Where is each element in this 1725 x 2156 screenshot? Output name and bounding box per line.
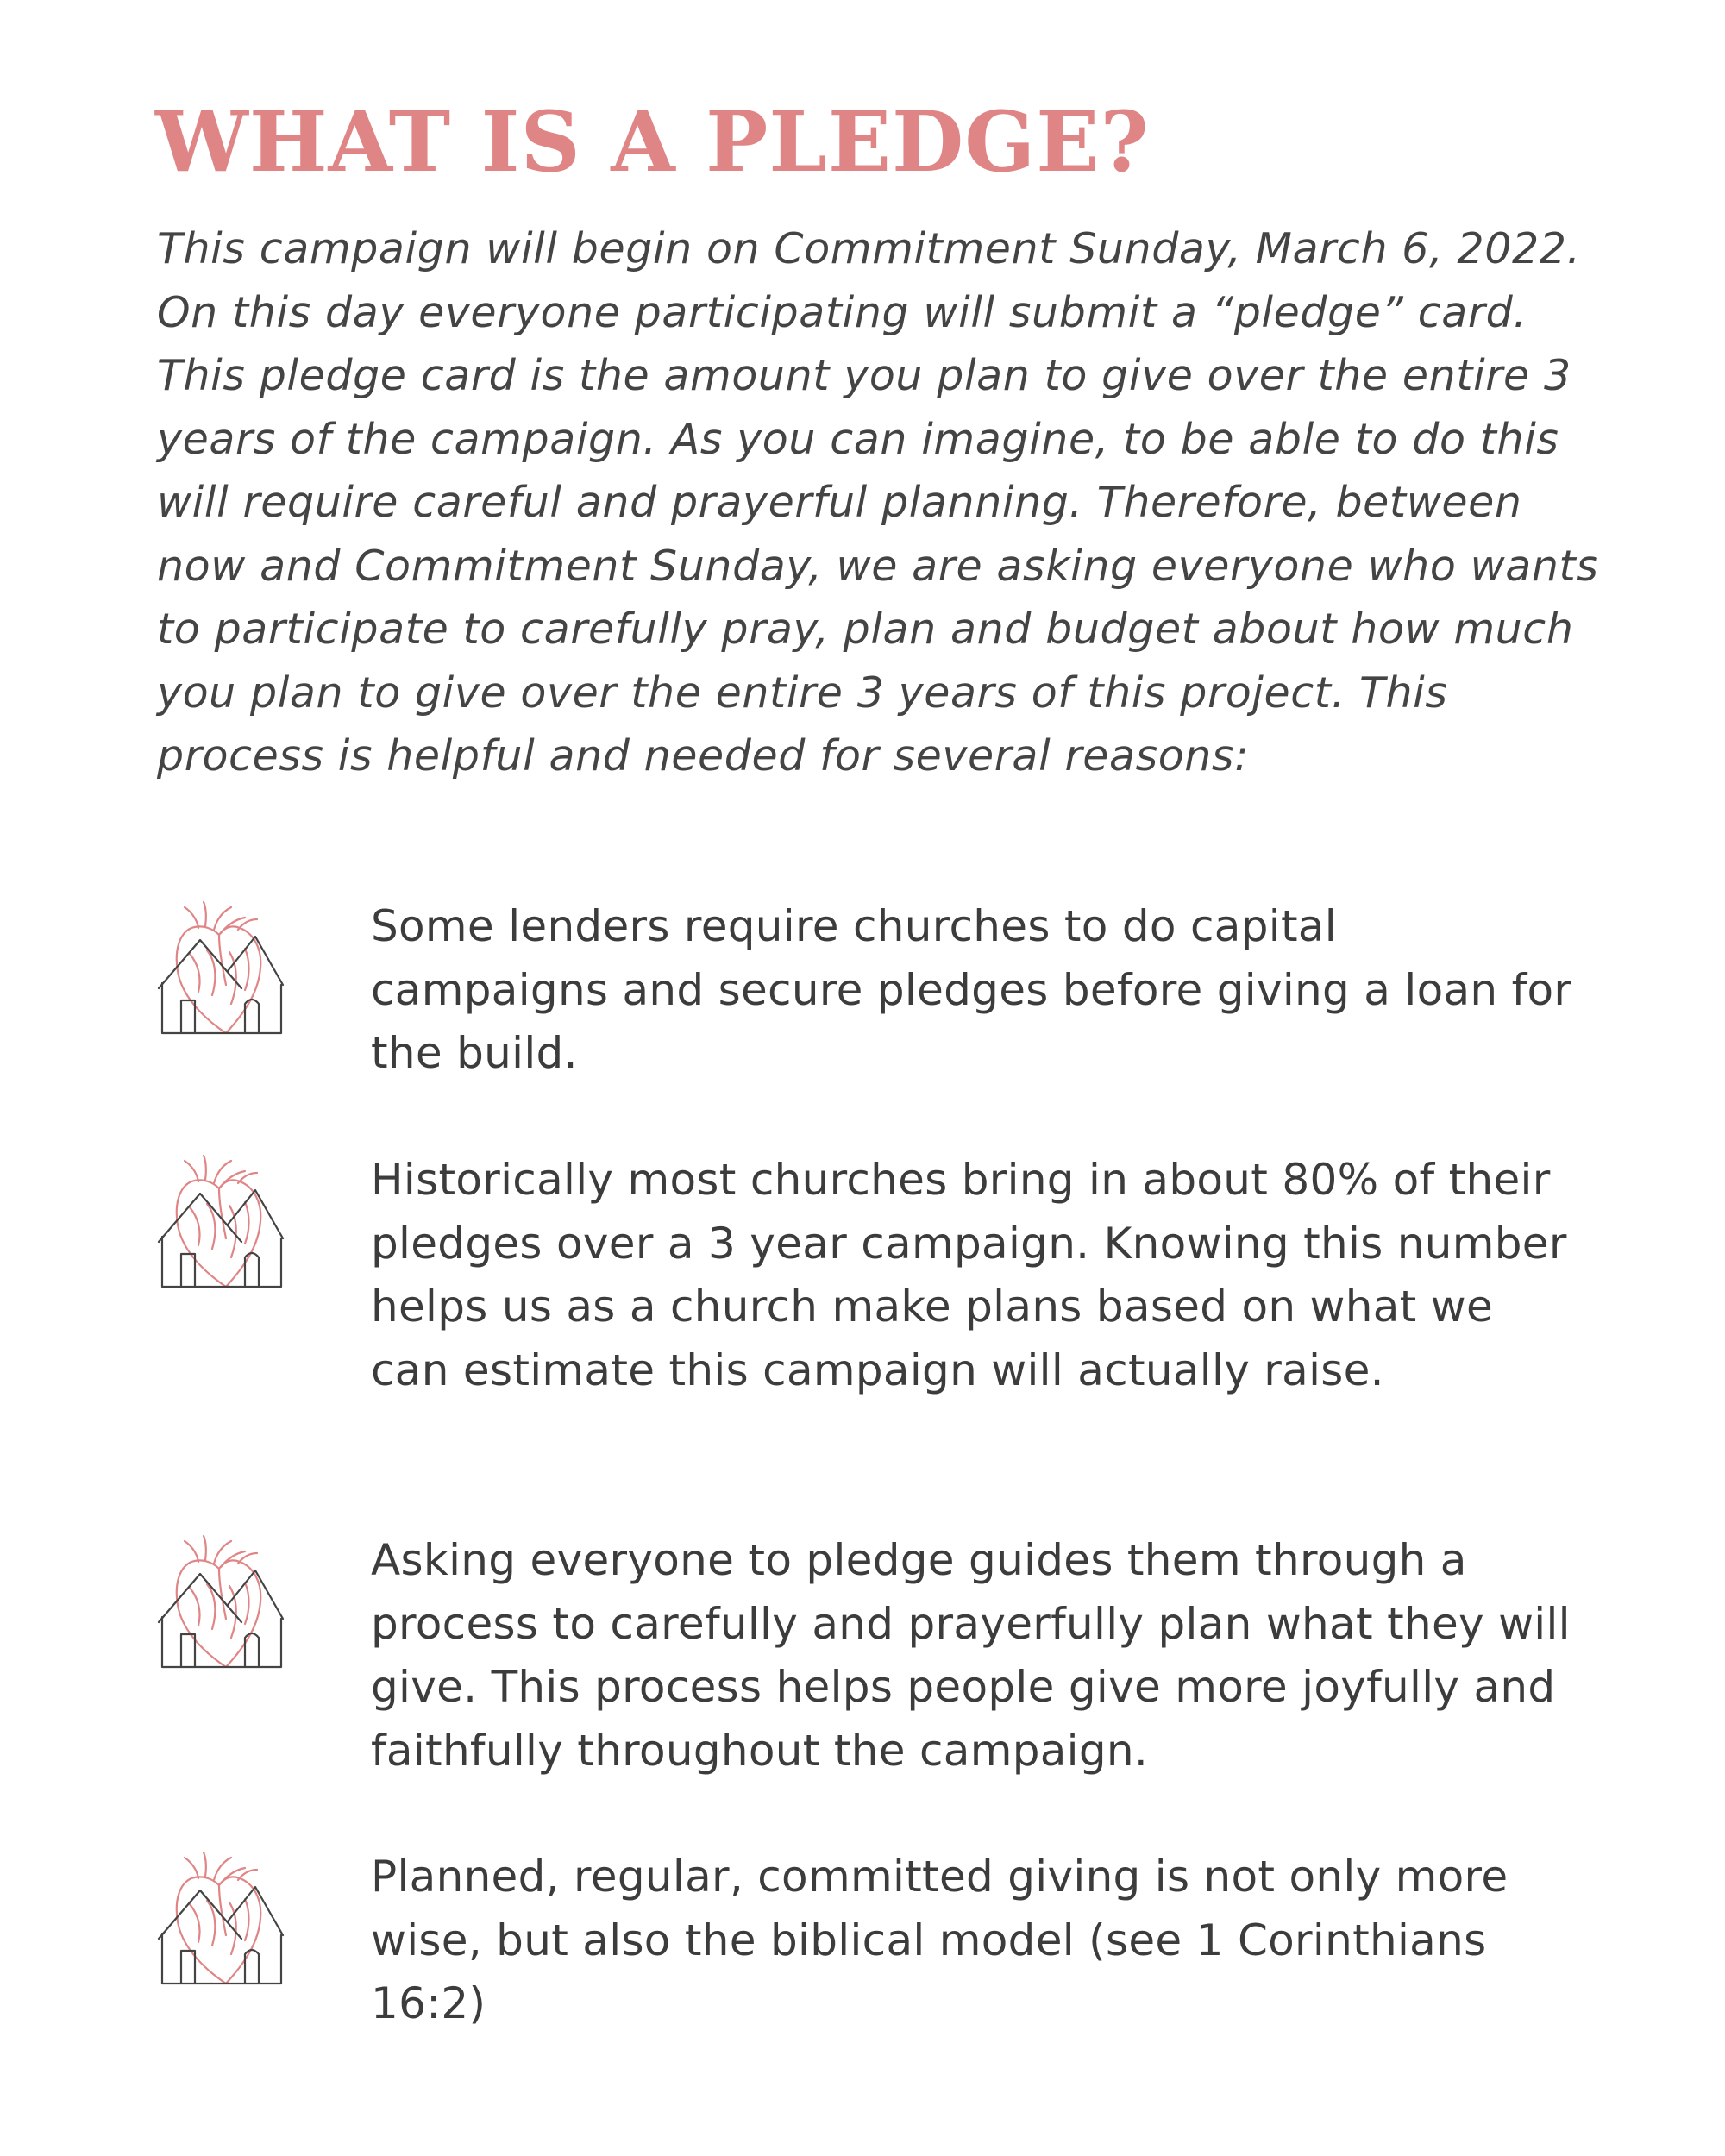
page-title: WHAT IS A PLEDGE? xyxy=(155,93,1150,191)
reason-text: Asking everyone to pledge guides them through a process to carefully and prayerfully plan what they will give. This process helps people give more joyfully and faithfully throughout the campaign. xyxy=(371,1535,1571,1776)
reason-text: Planned, regular, committed giving is not only more wise, but also the biblical model (see 1 Corinthians 16:2) xyxy=(371,1852,1509,2028)
heart-house-icon xyxy=(155,1849,285,1987)
reason-text: Some lenders require churches to do capital campaigns and secure pledges before giving a loan for the build. xyxy=(371,901,1572,1078)
heart-house-icon xyxy=(155,1152,285,1290)
reason-text: Historically most churches bring in about 80% of their pledges over a 3 year campaign. Knowing this number helps us as a church make plans based on what we can estimate this campaign will actually raise. xyxy=(371,1155,1567,1395)
heart-house-icon xyxy=(155,1532,285,1670)
intro-paragraph: This campaign will begin on Commitment Sunday, March 6, 2022. On this day everyone participating will submit a “pledge” card. This pledge card is the amount you plan to give over the entire 3 years of the campaign. As you can imagine, to be able to do this will require careful and prayerful planning. Therefore, between now and Commitment Sunday, we are asking everyone who wants to participate to carefully pray, plan and budget about how much you plan to give over the entire 3 years of this project. This process is helpful and needed for several reasons: xyxy=(157,224,1599,780)
heart-house-icon xyxy=(155,899,285,1037)
